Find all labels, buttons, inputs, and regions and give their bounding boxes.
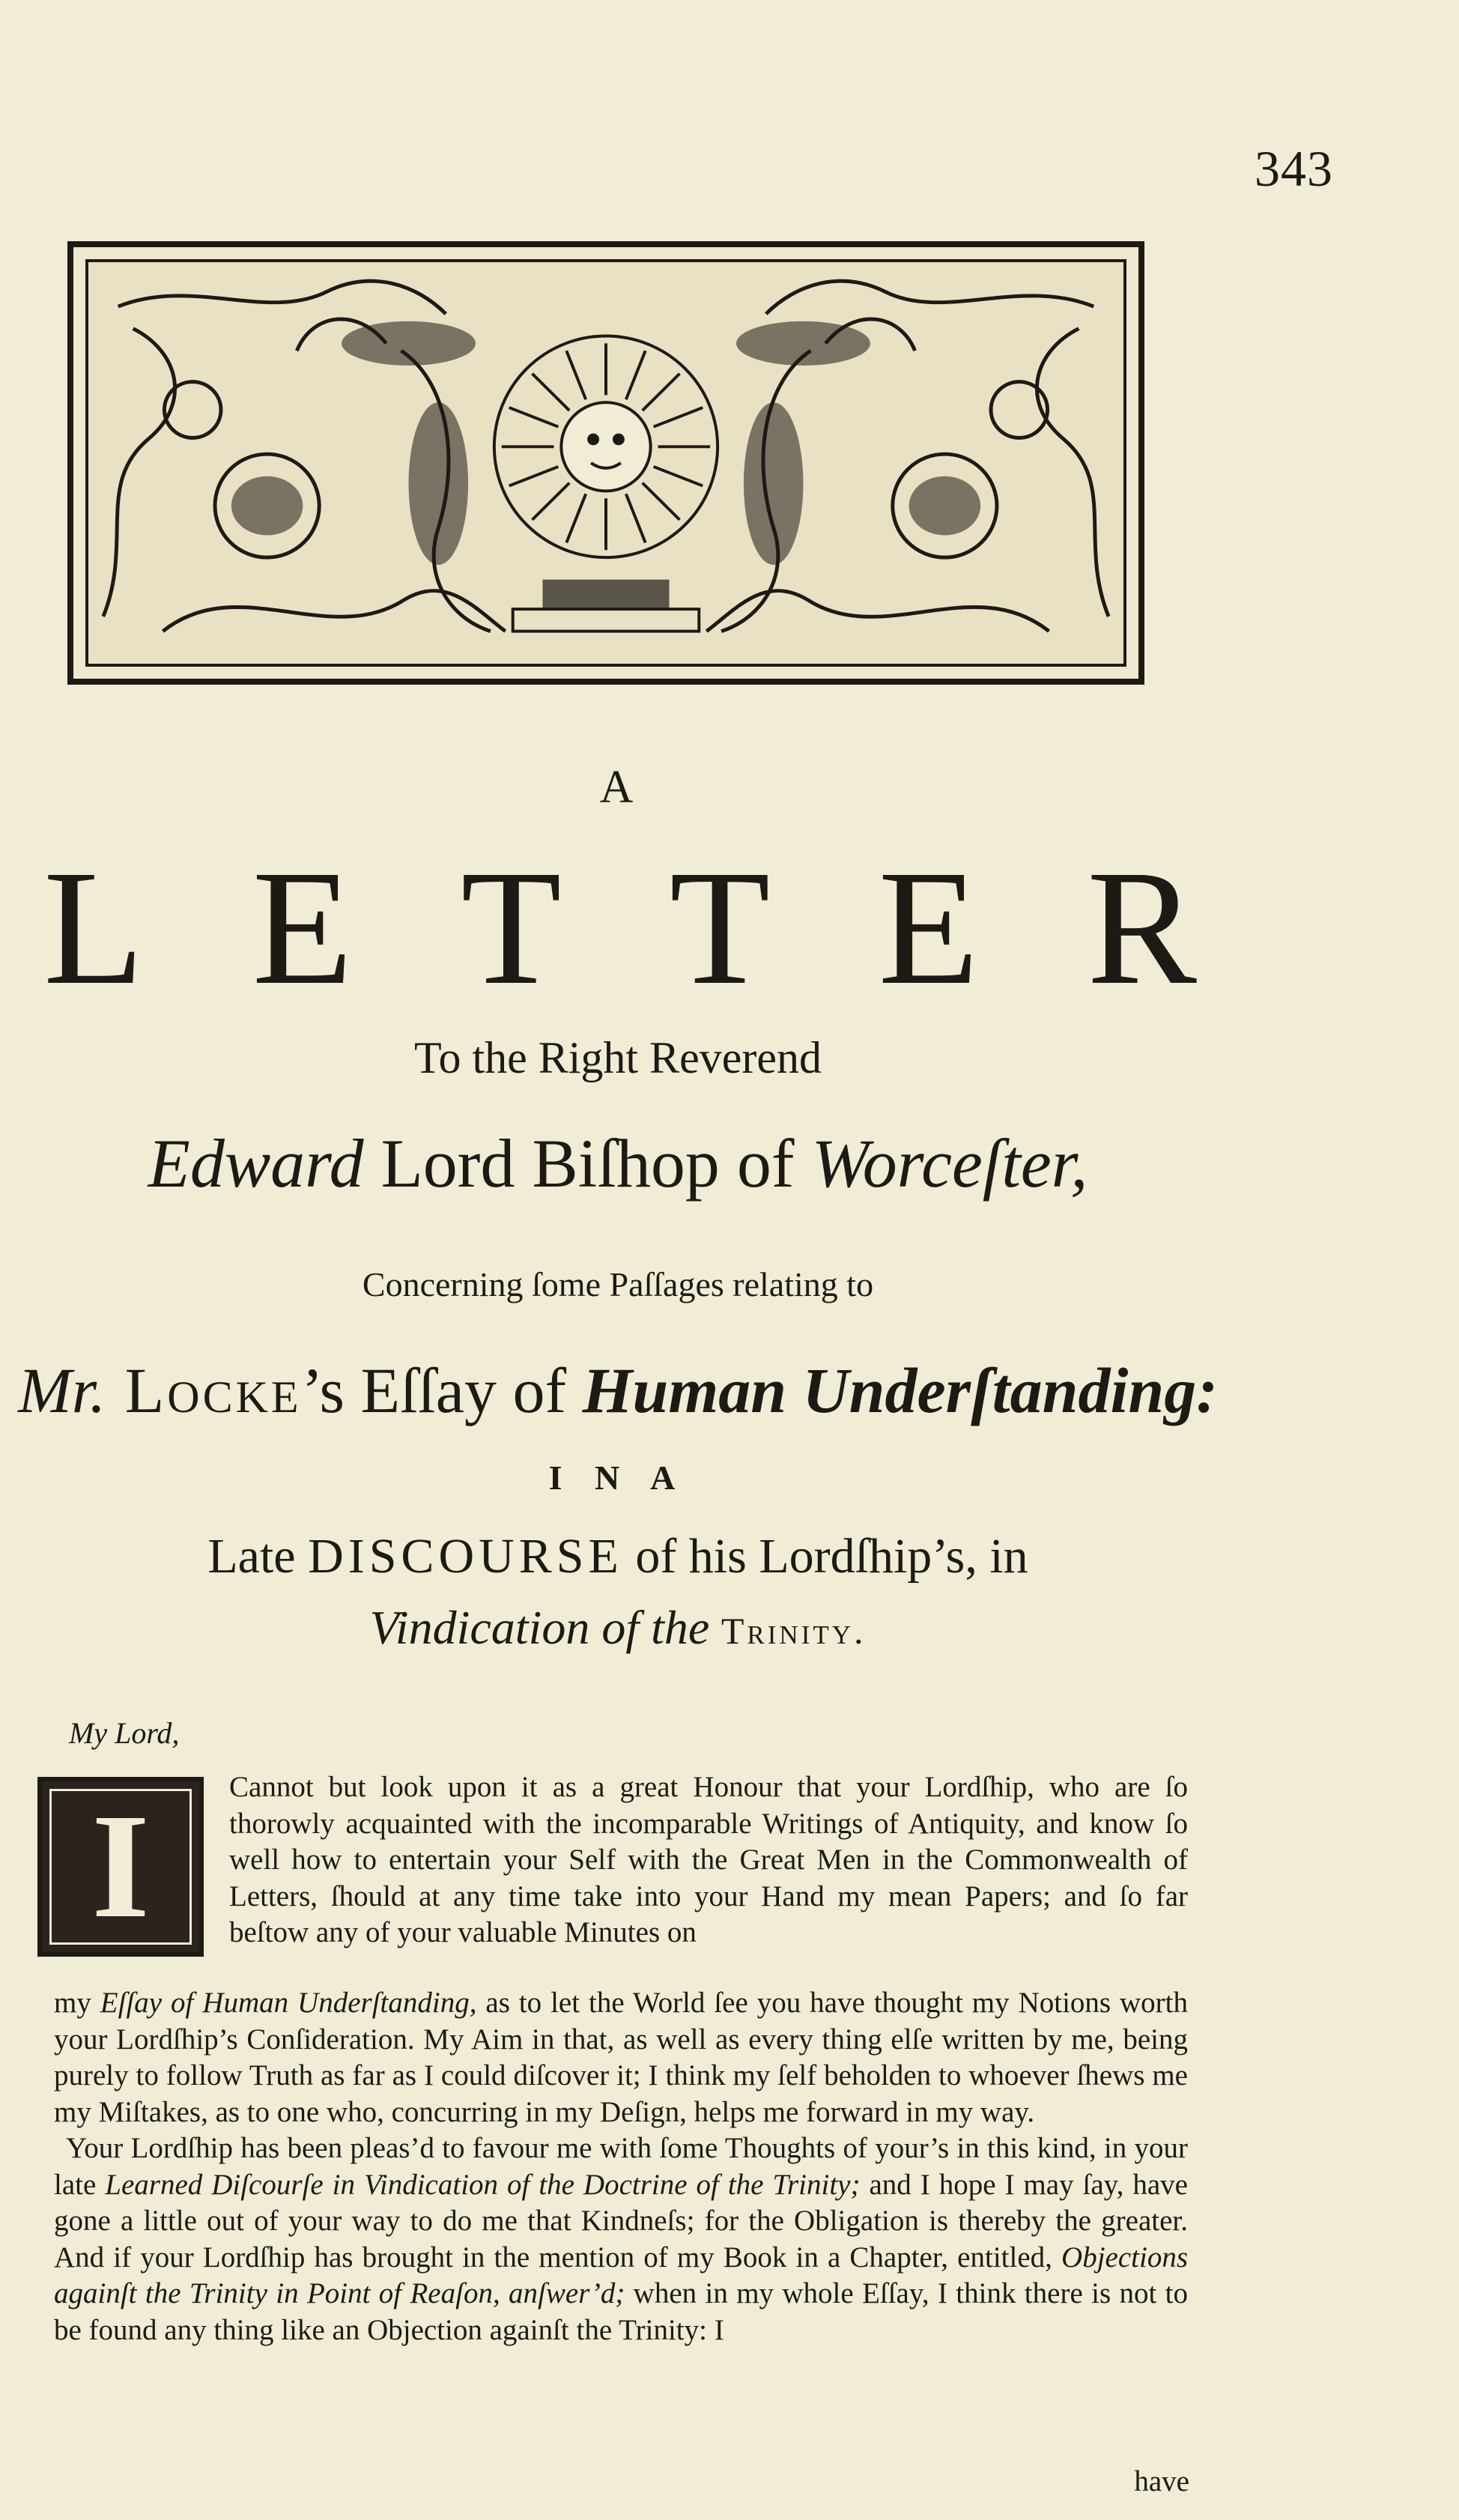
headpiece-ornament <box>67 241 1144 685</box>
title-in-a: I N A <box>548 1459 688 1497</box>
vindication-words: Vindication of the <box>369 1601 710 1654</box>
dropcap-letter: I <box>91 1784 150 1949</box>
title-article: A <box>599 762 637 813</box>
title-vindication-line <box>0 1600 1236 1656</box>
text-run: and I hope I may ſay, have gone a little out of your way to do me that Kindneſs; for the Obligation is thereby the greater. And if your Lordſhip has brought in the mention of my Book in a Chapter, entitled, <box>54 2168 1188 2274</box>
text-run-italic: Learned Diſcourſe in Vindication of the Doctrine of the Trinity; <box>105 2168 861 2201</box>
text-run: as to let the World ſee you have thought my Notions worth your Lordſhip’s Conſideration. My Aim in that, as well as every thing elſe written by me, being purely to follow Truth as far as I could diſcover it; I think my ſelf beholden to whoever ſhews me my Miſtakes, as to one who, concurring in my Deſign, helps me forward in my way. <box>54 1987 1188 2128</box>
text-run: my <box>54 1987 100 2019</box>
edward-name: Edward <box>148 1125 364 1202</box>
text-run-italic: Eſſay of Human Underſtanding, <box>100 1987 477 2019</box>
paragraph-2 <box>54 2130 1188 2348</box>
mr-prefix: Mr. <box>18 1354 106 1426</box>
title-discourse-line <box>0 1528 1236 1585</box>
late-suffix: of his Lordſhip’s, in <box>622 1529 1028 1584</box>
essay-of: ’s Eſſay of <box>301 1354 583 1426</box>
late-prefix: Late <box>207 1529 309 1584</box>
title-letter-char: L <box>43 836 145 1019</box>
page-number: 343 <box>1255 140 1333 197</box>
title-letter-char: T <box>461 836 562 1019</box>
text-run: Your Lordſhip has been pleas’d to favour me with ſome Thoughts of your’s in this kind, in your late <box>54 2132 1188 2201</box>
paragraph-1-opening: Cannot but look upon it as a great Honour that your Lordſhip, who are ſo thorowly acquainted with the incomparable Writings of Antiquity, and know ſo well how to entertain your Self with the Great Men in the Commonwealth of Letters, ſhould at any time take into your Hand my mean Papers; and ſo far beſtow any of your valuable Minutes on <box>229 1771 1188 1948</box>
salutation: My Lord, <box>69 1716 180 1750</box>
title-bishop-line <box>0 1124 1236 1203</box>
human-understanding: Human Underſtanding: <box>582 1354 1218 1426</box>
title-letter-char: E <box>878 836 979 1019</box>
dropcap-initial <box>37 1777 204 1957</box>
body-text <box>54 1985 1188 2348</box>
worcester-name: Worceſter, <box>811 1125 1088 1202</box>
discourse-word: DISCOURSE <box>308 1529 623 1584</box>
bishop-title: Lord Biſhop of <box>363 1125 812 1202</box>
text-run: when in my whole Eſſay, I think there is not to be found any thing like an Objection againſt the Trinity: I <box>54 2277 1189 2346</box>
title-essay-line <box>0 1353 1236 1428</box>
paragraph-1-continued <box>54 1985 1188 2130</box>
catchword: have <box>1134 2465 1189 2498</box>
title-letter-char: R <box>1087 836 1197 1019</box>
title-addressee: To the Right Reverend <box>413 1033 822 1082</box>
ornament-engraving <box>88 262 1123 664</box>
locke-name: Locke <box>106 1354 302 1426</box>
title-letter-char: T <box>669 836 771 1019</box>
title-letter <box>43 836 1197 1019</box>
title-concerning: Concerning ſome Paſſages relating to <box>362 1265 874 1303</box>
title-letter-char: E <box>252 836 354 1019</box>
trinity-word: Trinity. <box>709 1610 867 1652</box>
text-run-italic: Objections againſt the Trinity in Point of Reaſon, anſwer’d; <box>54 2241 1188 2310</box>
